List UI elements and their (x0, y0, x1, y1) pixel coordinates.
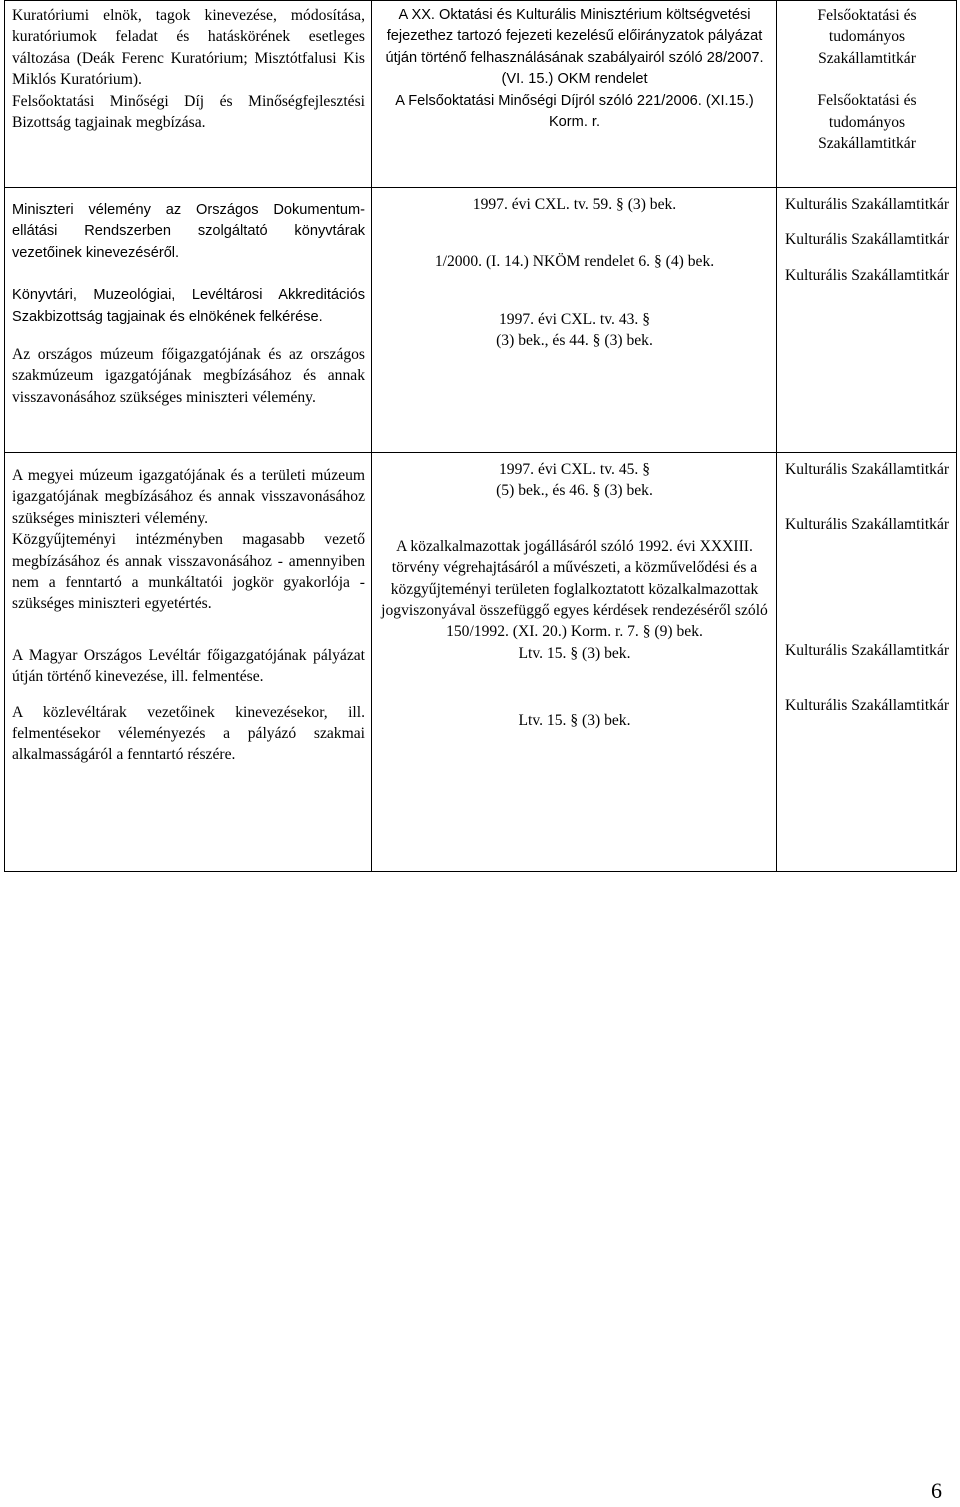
cell-responsible (777, 453, 957, 872)
cell-matter (5, 1, 372, 188)
responsible-text: Kulturális Szakállamtitkár (784, 196, 950, 213)
matter-text: A Magyar Országos Levéltár főigazgatójának pályázat útján történő kinevezése, ill. felmentése. (12, 646, 365, 686)
responsible-text: Kulturális Szakállamtitkár (784, 516, 950, 534)
legal-basis-text: 1997. évi CXL. tv. 59. § (3) bek. (472, 196, 677, 213)
page-number: 6 (931, 1477, 942, 1503)
table-row (5, 188, 957, 453)
cell-matter (5, 188, 372, 453)
legal-basis-text: Ltv. 15. § (3) bek. (518, 644, 631, 662)
responsible-text: Felsőoktatási és tudományos Szakállamtitkár (817, 7, 917, 67)
matter-text: Kuratóriumi elnök, tagok kinevezése, módosítása, kuratóriumok feladat és hatáskörének esetleges változása (Deák Ferenc Kuratórium; Misztótfalusi Kis Miklós Kuratórium). (12, 7, 365, 89)
legal-basis-text: 1997. évi CXL. tv. 43. § (3) bek., és 44. § (3) bek. (496, 310, 653, 350)
legal-basis-text: A Felsőoktatási Minőségi Díjról szóló 221/2006. (XI.15.) Korm. r. (395, 92, 754, 131)
cell-matter (5, 453, 372, 872)
cell-responsible (777, 1, 957, 188)
responsible-text: Kulturális Szakállamtitkár (784, 461, 950, 478)
cell-legal-basis (372, 188, 777, 453)
responsible-text: Kulturális Szakállamtitkár (784, 641, 950, 659)
responsible-text: Felsőoktatási és tudományos Szakállamtitkár (817, 92, 917, 153)
matter-text: A közlevéltárak vezetőinek kinevezésekor, ill. felmentésekor véleményezés a pályázó szakmai alkalmasságáról a fenntartó részére. (12, 703, 365, 764)
matter-text: Könyvtári, Muzeológiai, Levéltárosi Akkreditációs Szakbizottság tagjainak és elnökének felkérése. (12, 287, 365, 325)
table-row (5, 1, 957, 188)
cell-legal-basis (372, 453, 777, 872)
legal-basis-text: 1/2000. (I. 14.) NKÖM rendelet 6. § (4) bek. (434, 253, 715, 271)
legal-basis-text: Ltv. 15. § (3) bek. (518, 712, 631, 730)
responsible-text: Kulturális Szakállamtitkár (784, 231, 950, 249)
cell-responsible (777, 188, 957, 453)
responsible-text: Kulturális Szakállamtitkár (784, 266, 950, 284)
matter-text: Felsőoktatási Minőségi Díj és Minőségfejlesztési Bizottság tagjainak megbízása. (12, 92, 365, 132)
matter-text: Miniszteri vélemény az Országos Dokumentum-ellátási Rendszerben szolgáltató könyvtárak vezetőinek kinevezéséről. (12, 202, 365, 261)
cell-legal-basis (372, 1, 777, 188)
responsible-text: Kulturális Szakállamtitkár (784, 697, 950, 715)
legal-basis-text: A közalkalmazottak jogállásáról szóló 1992. évi XXXIII. törvény végrehajtásáról a művészeti, a közművelődési és a közgyűjteményi területen foglalkoztatott közalkalmazottak jogviszonyával összefüggő egyes kérdések rendezéséről szóló 150/1992. (XI. 20.) Korm. r. 7. § (9) bek. (381, 537, 768, 641)
matter-text: Az országos múzeum főigazgatójának és az országos szakmúzeum igazgatójának megbízásához és annak visszavonásához szükséges miniszteri vélemény. (12, 346, 365, 406)
matter-text: A megyei múzeum igazgatójának és a területi múzeum igazgatójának megbízásához és annak visszavonásához szükséges miniszteri vélemény. (12, 467, 365, 527)
legal-basis-text: 1997. évi CXL. tv. 45. § (5) bek., és 46. § (3) bek. (496, 461, 653, 500)
table-row (5, 453, 957, 872)
matter-text: Közgyűjteményi intézményben magasabb vezető megbízásához és annak visszavonásához - amennyiben nem a fenntartó a munkáltatói jogkör gyakorlója - szükséges miniszteri egyetértés. (12, 531, 365, 613)
decision-table (4, 0, 957, 872)
legal-basis-text: A XX. Oktatási és Kulturális Minisztérium költségvetési fejezethez tartozó fejezeti kezelésű előirányzatok pályázat útján történő felhasználásának szabályairól szóló 28/2007. (VI. 15.) OKM rendelet (385, 7, 764, 88)
